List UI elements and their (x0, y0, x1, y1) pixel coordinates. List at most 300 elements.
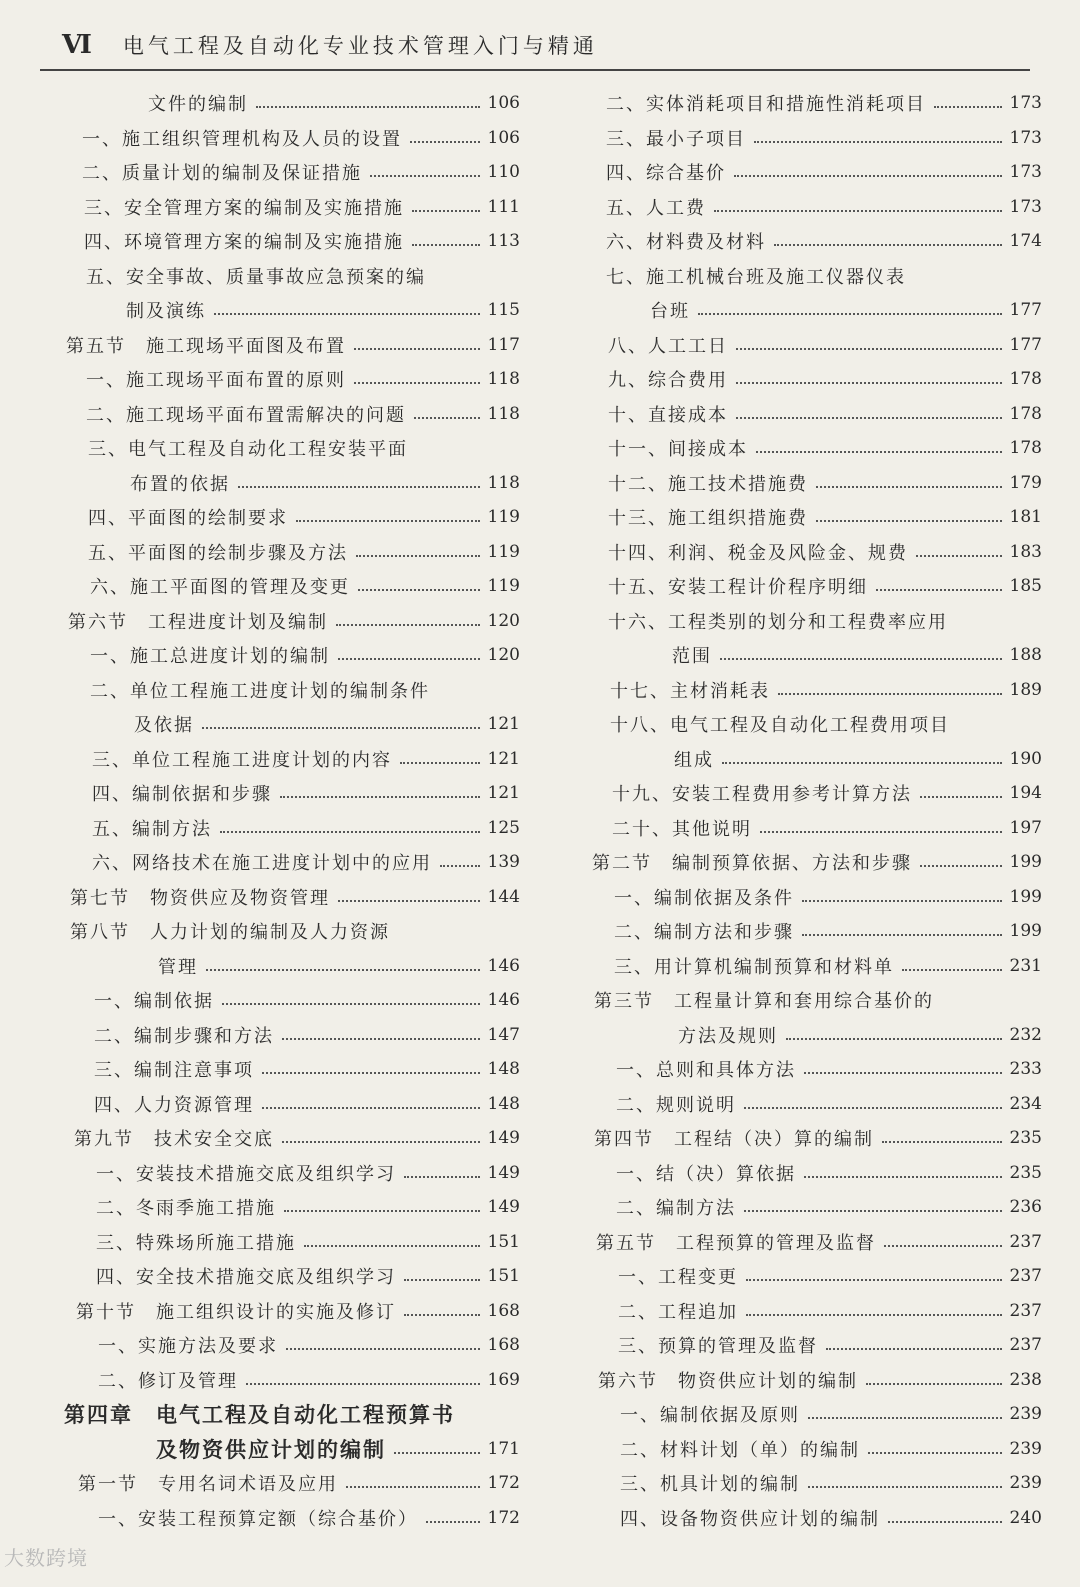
toc-entry-title: 一、施工组织管理机构及人员的设置 (82, 128, 402, 150)
toc-entry-page: 188 (1009, 645, 1042, 666)
toc-entry-page: 120 (487, 645, 520, 666)
dot-leader (296, 520, 480, 522)
toc-entry-page: 121 (487, 714, 520, 735)
toc-entry-title: 第一节 专用名词术语及应用 (78, 1474, 338, 1496)
toc-entry-page: 111 (487, 196, 520, 217)
toc-entry-title: 三、编制注意事项 (94, 1060, 254, 1082)
toc-entry-page: 237 (1009, 1266, 1042, 1287)
toc-entry-title: 五、平面图的绘制步骤及方法 (88, 542, 348, 564)
toc-entry-title: 二、材料计划（单）的编制 (620, 1439, 860, 1461)
toc-entry (64, 914, 520, 949)
toc-entry (64, 190, 520, 225)
dot-leader (736, 348, 1002, 350)
toc-entry (64, 1121, 520, 1156)
toc-entry-title: 十一、间接成本 (608, 439, 748, 461)
toc-entry-page: 121 (487, 748, 520, 769)
toc-left-column (64, 86, 520, 1535)
toc-entry (590, 1501, 1042, 1536)
toc-entry-page: 199 (1009, 921, 1042, 942)
toc-entry-page: 239 (1009, 1438, 1042, 1459)
dot-leader (808, 1417, 1002, 1419)
dot-leader (734, 175, 1002, 177)
toc-entry (64, 949, 520, 984)
toc-entry-title: 十五、安装工程计价程序明细 (608, 577, 868, 599)
toc-entry-title: 二、编制方法 (616, 1198, 736, 1220)
toc-entry-title: 二、冬雨季施工措施 (96, 1198, 276, 1220)
dot-leader (866, 1383, 1002, 1385)
toc-entry (64, 707, 520, 742)
toc-entry (590, 1225, 1042, 1260)
toc-entry-page: 173 (1009, 93, 1042, 114)
toc-entry-title: 九、综合费用 (608, 370, 728, 392)
dot-leader (746, 1279, 1002, 1281)
toc-entry (590, 500, 1042, 535)
toc-entry-title: 制及演练 (126, 301, 206, 323)
toc-entry (64, 397, 520, 432)
toc-entry-title: 三、机具计划的编制 (620, 1474, 800, 1496)
toc-entry-page: 237 (1009, 1300, 1042, 1321)
toc-entry-page: 237 (1009, 1335, 1042, 1356)
toc-entry-page: 169 (487, 1369, 520, 1390)
dot-leader (808, 1486, 1002, 1488)
toc-entry-page: 185 (1009, 576, 1042, 597)
toc-entry-page: 234 (1009, 1093, 1042, 1114)
toc-entry (590, 845, 1042, 880)
toc-entry-page: 172 (487, 1473, 520, 1494)
toc-entry (590, 86, 1042, 121)
toc-entry-title: 三、电气工程及自动化工程安装平面 (88, 439, 408, 461)
toc-entry-page: 231 (1009, 955, 1042, 976)
dot-leader (336, 624, 480, 626)
toc-entry-page: 233 (1009, 1059, 1042, 1080)
dot-leader (304, 1245, 480, 1247)
dot-leader (414, 417, 480, 419)
toc-entry-title: 六、网络技术在施工进度计划中的应用 (92, 853, 432, 875)
toc-entry-title: 布置的依据 (130, 473, 230, 495)
dot-leader (404, 1279, 480, 1281)
toc-entry-title: 二、修订及管理 (98, 1370, 238, 1392)
toc-entry (590, 535, 1042, 570)
dot-leader (882, 1141, 1002, 1143)
dot-leader (916, 555, 1002, 557)
toc-entry (590, 742, 1042, 777)
toc-entry-title: 十九、安装工程费用参考计算方法 (612, 784, 912, 806)
dot-leader (760, 831, 1002, 833)
toc-entry (64, 1018, 520, 1053)
toc-entry-title: 四、编制依据和步骤 (92, 784, 272, 806)
toc-entry (590, 914, 1042, 949)
dot-leader (934, 106, 1002, 108)
dot-leader (286, 1348, 480, 1350)
toc-entry-title: 五、编制方法 (92, 818, 212, 840)
toc-entry-page: 120 (487, 610, 520, 631)
toc-entry-title: 范围 (672, 646, 712, 668)
dot-leader (746, 1314, 1002, 1316)
toc-entry (64, 1432, 520, 1467)
toc-entry-title: 二、工程追加 (618, 1301, 738, 1323)
dot-leader (736, 382, 1002, 384)
toc-entry (64, 880, 520, 915)
toc-entry-title: 一、安装工程预算定额（综合基价） (98, 1508, 418, 1530)
toc-entry-page: 238 (1009, 1369, 1042, 1390)
toc-entry-page: 119 (487, 507, 520, 528)
dot-leader (736, 417, 1002, 419)
toc-entry (590, 1397, 1042, 1432)
toc-entry-title: 三、最小子项目 (606, 128, 746, 150)
toc-entry-title: 第二节 编制预算依据、方法和步骤 (592, 853, 912, 875)
dot-leader (786, 1038, 1002, 1040)
toc-entry (64, 535, 520, 570)
toc-entry (590, 1121, 1042, 1156)
dot-leader (354, 382, 480, 384)
dot-leader (826, 1348, 1002, 1350)
toc-entry-page: 239 (1009, 1473, 1042, 1494)
toc-entry-title: 一、施工现场平面布置的原则 (86, 370, 346, 392)
toc-entry-page: 199 (1009, 886, 1042, 907)
dot-leader (238, 486, 480, 488)
toc-entry (64, 121, 520, 156)
toc-entry (64, 1501, 520, 1536)
toc-entry (64, 983, 520, 1018)
toc-entry-title: 十三、施工组织措施费 (608, 508, 808, 530)
toc-entry-page: 174 (1009, 231, 1042, 252)
toc-entry-title: 三、特殊场所施工措施 (96, 1232, 296, 1254)
toc-entry (590, 638, 1042, 673)
toc-entry (64, 638, 520, 673)
dot-leader (262, 1107, 480, 1109)
toc-entry-page: 235 (1009, 1128, 1042, 1149)
toc-entry-title: 一、工程变更 (618, 1267, 738, 1289)
toc-entry-page: 232 (1009, 1024, 1042, 1045)
toc-entry-page: 178 (1009, 369, 1042, 390)
toc-entry (64, 1052, 520, 1087)
toc-entry-page: 173 (1009, 162, 1042, 183)
toc-entry-page: 139 (487, 852, 520, 873)
toc-entry (590, 1363, 1042, 1398)
dot-leader (876, 589, 1002, 591)
dot-leader (370, 175, 480, 177)
toc-entry-title: 三、预算的管理及监督 (618, 1336, 818, 1358)
toc-entry-page: 172 (487, 1507, 520, 1528)
toc-entry (590, 811, 1042, 846)
toc-right-column (590, 86, 1042, 1535)
dot-leader (338, 900, 480, 902)
dot-leader (284, 1210, 480, 1212)
toc-entry (64, 845, 520, 880)
toc-entry (64, 1397, 520, 1432)
toc-entry-page: 144 (487, 886, 520, 907)
book-title: 电气工程及自动化专业技术管理入门与精通 (122, 34, 598, 58)
toc-entry-page: 168 (487, 1335, 520, 1356)
dot-leader (804, 1176, 1002, 1178)
toc-entry-page: 151 (487, 1231, 520, 1252)
toc-entry-title: 二、编制步骤和方法 (94, 1025, 274, 1047)
toc-entry (64, 569, 520, 604)
toc-entry (590, 983, 1042, 1018)
dot-leader (888, 1521, 1002, 1523)
toc-entry-page: 179 (1009, 472, 1042, 493)
toc-entry-title: 二、质量计划的编制及保证措施 (82, 163, 362, 185)
dot-leader (440, 865, 480, 867)
dot-leader (722, 762, 1002, 764)
toc-entry-page: 148 (487, 1059, 520, 1080)
toc-entry-title: 文件的编制 (148, 94, 248, 116)
dot-leader (902, 969, 1002, 971)
dot-leader (356, 555, 480, 557)
toc-entry (590, 224, 1042, 259)
toc-entry (64, 1363, 520, 1398)
toc-entry-page: 149 (487, 1162, 520, 1183)
toc-entry (64, 500, 520, 535)
dot-leader (222, 1003, 480, 1005)
toc-entry-page: 117 (487, 334, 520, 355)
dot-leader (868, 1452, 1002, 1454)
toc-entry (64, 1190, 520, 1225)
toc-entry (590, 1087, 1042, 1122)
dot-leader (802, 900, 1002, 902)
toc-entry (64, 328, 520, 363)
toc-entry-page: 194 (1009, 783, 1042, 804)
toc-entry-page: 115 (487, 300, 520, 321)
toc-entry-page: 146 (487, 990, 520, 1011)
toc-entry (64, 776, 520, 811)
toc-entry-page: 118 (487, 472, 520, 493)
toc-entry-page: 168 (487, 1300, 520, 1321)
toc-entry-page: 149 (487, 1197, 520, 1218)
toc-entry-page: 237 (1009, 1231, 1042, 1252)
toc-entry-title: 十七、主材消耗表 (610, 680, 770, 702)
toc-entry (590, 328, 1042, 363)
dot-leader (262, 1072, 480, 1074)
toc-entry (590, 1432, 1042, 1467)
toc-entry-title: 十六、工程类别的划分和工程费率应用 (608, 611, 948, 633)
dot-leader (400, 762, 480, 764)
toc-entry-page: 118 (487, 369, 520, 390)
dot-leader (804, 1072, 1002, 1074)
toc-entry (64, 1328, 520, 1363)
toc-entry (590, 1259, 1042, 1294)
dot-leader (246, 1383, 480, 1385)
toc-entry-page: 147 (487, 1024, 520, 1045)
toc-entry (590, 1156, 1042, 1191)
toc-entry-title: 第四节 工程结（决）算的编制 (594, 1129, 874, 1151)
header-rule (40, 69, 1030, 71)
toc-entry-page: 125 (487, 817, 520, 838)
toc-entry-title: 八、人工工日 (608, 335, 728, 357)
dot-leader (756, 451, 1002, 453)
toc-entry-title: 三、安全管理方案的编制及实施措施 (84, 197, 404, 219)
dot-leader (816, 520, 1002, 522)
page-number: Ⅵ (62, 30, 93, 60)
toc-entry (64, 86, 520, 121)
toc-entry-title: 二、规则说明 (616, 1094, 736, 1116)
dot-leader (214, 313, 480, 315)
toc-entry-page: 173 (1009, 196, 1042, 217)
dot-leader (720, 658, 1002, 660)
toc-entry (64, 155, 520, 190)
dot-leader (394, 1452, 480, 1454)
toc-entry-page: 146 (487, 955, 520, 976)
toc-entry-title: 二、编制方法和步骤 (614, 922, 794, 944)
toc-entry-page: 236 (1009, 1197, 1042, 1218)
toc-entry-page: 119 (487, 541, 520, 562)
toc-entry (590, 673, 1042, 708)
dot-leader (920, 865, 1002, 867)
toc-entry (64, 431, 520, 466)
toc-entry-page: 199 (1009, 852, 1042, 873)
toc-entry-title: 管理 (158, 956, 198, 978)
toc-entry-page: 106 (487, 127, 520, 148)
toc-entry-title: 五、人工费 (606, 197, 706, 219)
toc-entry-title: 四、人力资源管理 (94, 1094, 254, 1116)
toc-entry-page: 148 (487, 1093, 520, 1114)
toc-entry-title: 方法及规则 (678, 1025, 778, 1047)
dot-leader (282, 1141, 480, 1143)
toc-entry-title: 及物资供应计划的编制 (156, 1436, 386, 1462)
toc-entry-title: 一、编制依据及原则 (620, 1405, 800, 1427)
dot-leader (778, 693, 1002, 695)
toc-entry-title: 三、单位工程施工进度计划的内容 (92, 749, 392, 771)
toc-entry (64, 466, 520, 501)
toc-entry (590, 259, 1042, 294)
toc-entry (64, 293, 520, 328)
toc-entry-title: 第三节 工程量计算和套用综合基价的 (594, 991, 934, 1013)
toc-entry-title: 第五节 工程预算的管理及监督 (596, 1232, 876, 1254)
toc-entry-title: 台班 (650, 301, 690, 323)
toc-entry (64, 1087, 520, 1122)
toc-entry (64, 604, 520, 639)
toc-entry-page: 181 (1009, 507, 1042, 528)
toc-entry-title: 十、直接成本 (608, 404, 728, 426)
dot-leader (410, 141, 480, 143)
dot-leader (774, 244, 1002, 246)
toc-entry-title: 七、施工机械台班及施工仪器仪表 (606, 266, 906, 288)
toc-entry (64, 673, 520, 708)
toc-entry-title: 第十节 施工组织设计的实施及修订 (76, 1301, 396, 1323)
toc-entry-page: 119 (487, 576, 520, 597)
toc-entry-title: 一、编制依据 (94, 991, 214, 1013)
toc-entry (64, 811, 520, 846)
toc-entry (590, 949, 1042, 984)
toc-entry-page: 106 (487, 93, 520, 114)
toc-entry-page: 183 (1009, 541, 1042, 562)
dot-leader (358, 589, 480, 591)
toc-entry (590, 1018, 1042, 1053)
toc-entry (64, 1225, 520, 1260)
toc-entry-title: 第九节 技术安全交底 (74, 1129, 274, 1151)
dot-leader (920, 796, 1002, 798)
toc-entry-page: 189 (1009, 679, 1042, 700)
toc-entry (590, 707, 1042, 742)
toc-entry-title: 二、施工现场平面布置需解决的问题 (86, 404, 406, 426)
toc-entry (590, 121, 1042, 156)
toc-entry (590, 604, 1042, 639)
dot-leader (802, 934, 1002, 936)
toc-entry-title: 第六节 物资供应计划的编制 (598, 1370, 858, 1392)
toc-entry-title: 二十、其他说明 (612, 818, 752, 840)
toc-entry-page: 121 (487, 783, 520, 804)
toc-entry-title: 一、实施方法及要求 (98, 1336, 278, 1358)
dot-leader (426, 1521, 480, 1523)
toc-entry (590, 1190, 1042, 1225)
dot-leader (206, 969, 480, 971)
toc-entry (64, 224, 520, 259)
toc-entry-page: 118 (487, 403, 520, 424)
toc-entry-page: 177 (1009, 334, 1042, 355)
toc-entry-title: 及依据 (134, 715, 194, 737)
toc-entry (590, 190, 1042, 225)
toc-entry (590, 362, 1042, 397)
toc-entry-title: 六、材料费及材料 (606, 232, 766, 254)
toc-entry-page: 113 (487, 231, 520, 252)
toc-entry (590, 431, 1042, 466)
toc-entry-title: 一、安装技术措施交底及组织学习 (96, 1163, 396, 1185)
dot-leader (202, 727, 480, 729)
toc-entry (64, 362, 520, 397)
toc-entry-title: 二、单位工程施工进度计划的编制条件 (90, 680, 430, 702)
toc-entry-title: 五、安全事故、质量事故应急预案的编 (86, 266, 426, 288)
toc-entry (590, 155, 1042, 190)
toc-entry-title: 四、综合基价 (606, 163, 726, 185)
toc-entry-page: 177 (1009, 300, 1042, 321)
toc-entry (590, 1328, 1042, 1363)
toc-entry-title: 四、安全技术措施交底及组织学习 (96, 1267, 396, 1289)
toc-entry-title: 第八节 人力计划的编制及人力资源 (70, 922, 390, 944)
toc-entry-title: 一、施工总进度计划的编制 (90, 646, 330, 668)
toc-entry-title: 第四章 电气工程及自动化工程预算书 (64, 1402, 455, 1428)
toc-entry-title: 二、实体消耗项目和措施性消耗项目 (606, 94, 926, 116)
dot-leader (220, 831, 480, 833)
toc-entry-title: 第五节 施工现场平面图及布置 (66, 335, 346, 357)
toc-entry-page: 173 (1009, 127, 1042, 148)
dot-leader (698, 313, 1002, 315)
toc-entry-title: 四、环境管理方案的编制及实施措施 (84, 232, 404, 254)
toc-entry-title: 一、结（决）算依据 (616, 1163, 796, 1185)
dot-leader (280, 796, 480, 798)
toc-entry-page: 190 (1009, 748, 1042, 769)
dot-leader (412, 244, 480, 246)
toc-entry-title: 组成 (674, 749, 714, 771)
dot-leader (816, 486, 1002, 488)
toc-entry (590, 397, 1042, 432)
toc-entry-title: 十二、施工技术措施费 (608, 473, 808, 495)
toc-entry-page: 171 (487, 1438, 520, 1459)
toc-entry-page: 178 (1009, 438, 1042, 459)
toc-entry (64, 742, 520, 777)
toc-entry (64, 1259, 520, 1294)
toc-entry-title: 三、用计算机编制预算和材料单 (614, 956, 894, 978)
toc-entry-title: 四、设备物资供应计划的编制 (620, 1508, 880, 1530)
toc-entry-page: 197 (1009, 817, 1042, 838)
dot-leader (256, 106, 480, 108)
toc-entry (590, 466, 1042, 501)
toc-entry (64, 1156, 520, 1191)
toc-entry (64, 1466, 520, 1501)
toc-entry-page: 149 (487, 1128, 520, 1149)
toc-entry-title: 十八、电气工程及自动化工程费用项目 (610, 715, 950, 737)
toc-entry-page: 239 (1009, 1404, 1042, 1425)
toc-entry-page: 235 (1009, 1162, 1042, 1183)
toc-entry-page: 110 (487, 162, 520, 183)
page-header (62, 30, 1032, 64)
watermark: 大数跨境 (4, 1546, 88, 1570)
toc-entry (590, 776, 1042, 811)
toc-entry (590, 1466, 1042, 1501)
toc-entry-page: 240 (1009, 1507, 1042, 1528)
dot-leader (714, 210, 1002, 212)
toc-entry (590, 880, 1042, 915)
dot-leader (404, 1314, 480, 1316)
